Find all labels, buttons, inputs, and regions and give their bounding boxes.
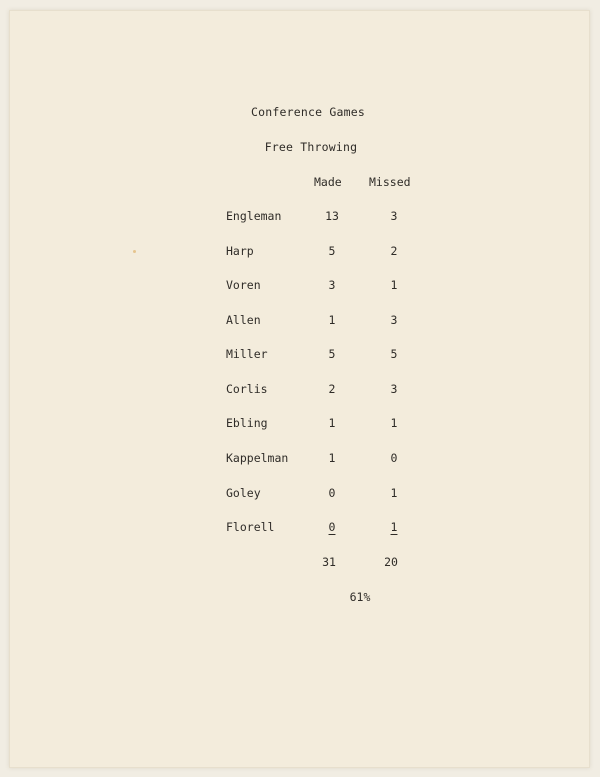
player-name: Corlis [226, 382, 268, 396]
table-row [0, 209, 600, 227]
missed-value: 3 [390, 313, 398, 327]
table-row [0, 416, 600, 434]
player-name: Engleman [226, 209, 282, 223]
document-subtitle: Free Throwing [264, 140, 358, 154]
missed-value: 1 [390, 520, 398, 534]
table-row [0, 278, 600, 296]
table-row [0, 520, 600, 538]
player-name: Harp [226, 244, 254, 258]
made-value: 0 [328, 520, 336, 534]
made-value: 0 [328, 486, 336, 500]
total-missed: 20 [384, 555, 398, 569]
missed-value: 5 [390, 347, 398, 361]
made-value: 1 [328, 451, 336, 465]
missed-value: 3 [390, 209, 398, 223]
table-row [0, 451, 600, 469]
made-value: 3 [328, 278, 336, 292]
document-title: Conference Games [251, 105, 365, 119]
player-name: Goley [226, 486, 261, 500]
free-throw-percentage: 61% [349, 590, 371, 604]
player-name: Voren [226, 278, 261, 292]
missed-value: 1 [390, 416, 398, 430]
made-value: 13 [325, 209, 339, 223]
column-header-missed: Missed [369, 175, 411, 189]
missed-value: 1 [390, 278, 398, 292]
table-row [0, 347, 600, 365]
player-name: Florell [226, 520, 275, 534]
missed-value: 2 [390, 244, 398, 258]
made-value: 2 [328, 382, 336, 396]
table-row [0, 313, 600, 331]
made-value: 5 [328, 244, 336, 258]
table-row [0, 244, 600, 262]
player-name: Allen [226, 313, 261, 327]
table-row [0, 382, 600, 400]
player-name: Ebling [226, 416, 268, 430]
table-row [0, 486, 600, 504]
total-made: 31 [322, 555, 336, 569]
made-value: 1 [328, 416, 336, 430]
missed-value: 1 [390, 486, 398, 500]
missed-value: 0 [390, 451, 398, 465]
made-value: 5 [328, 347, 336, 361]
missed-value: 3 [390, 382, 398, 396]
player-name: Miller [226, 347, 268, 361]
column-header-made: Made [314, 175, 342, 189]
made-value: 1 [328, 313, 336, 327]
player-name: Kappelman [226, 451, 289, 465]
